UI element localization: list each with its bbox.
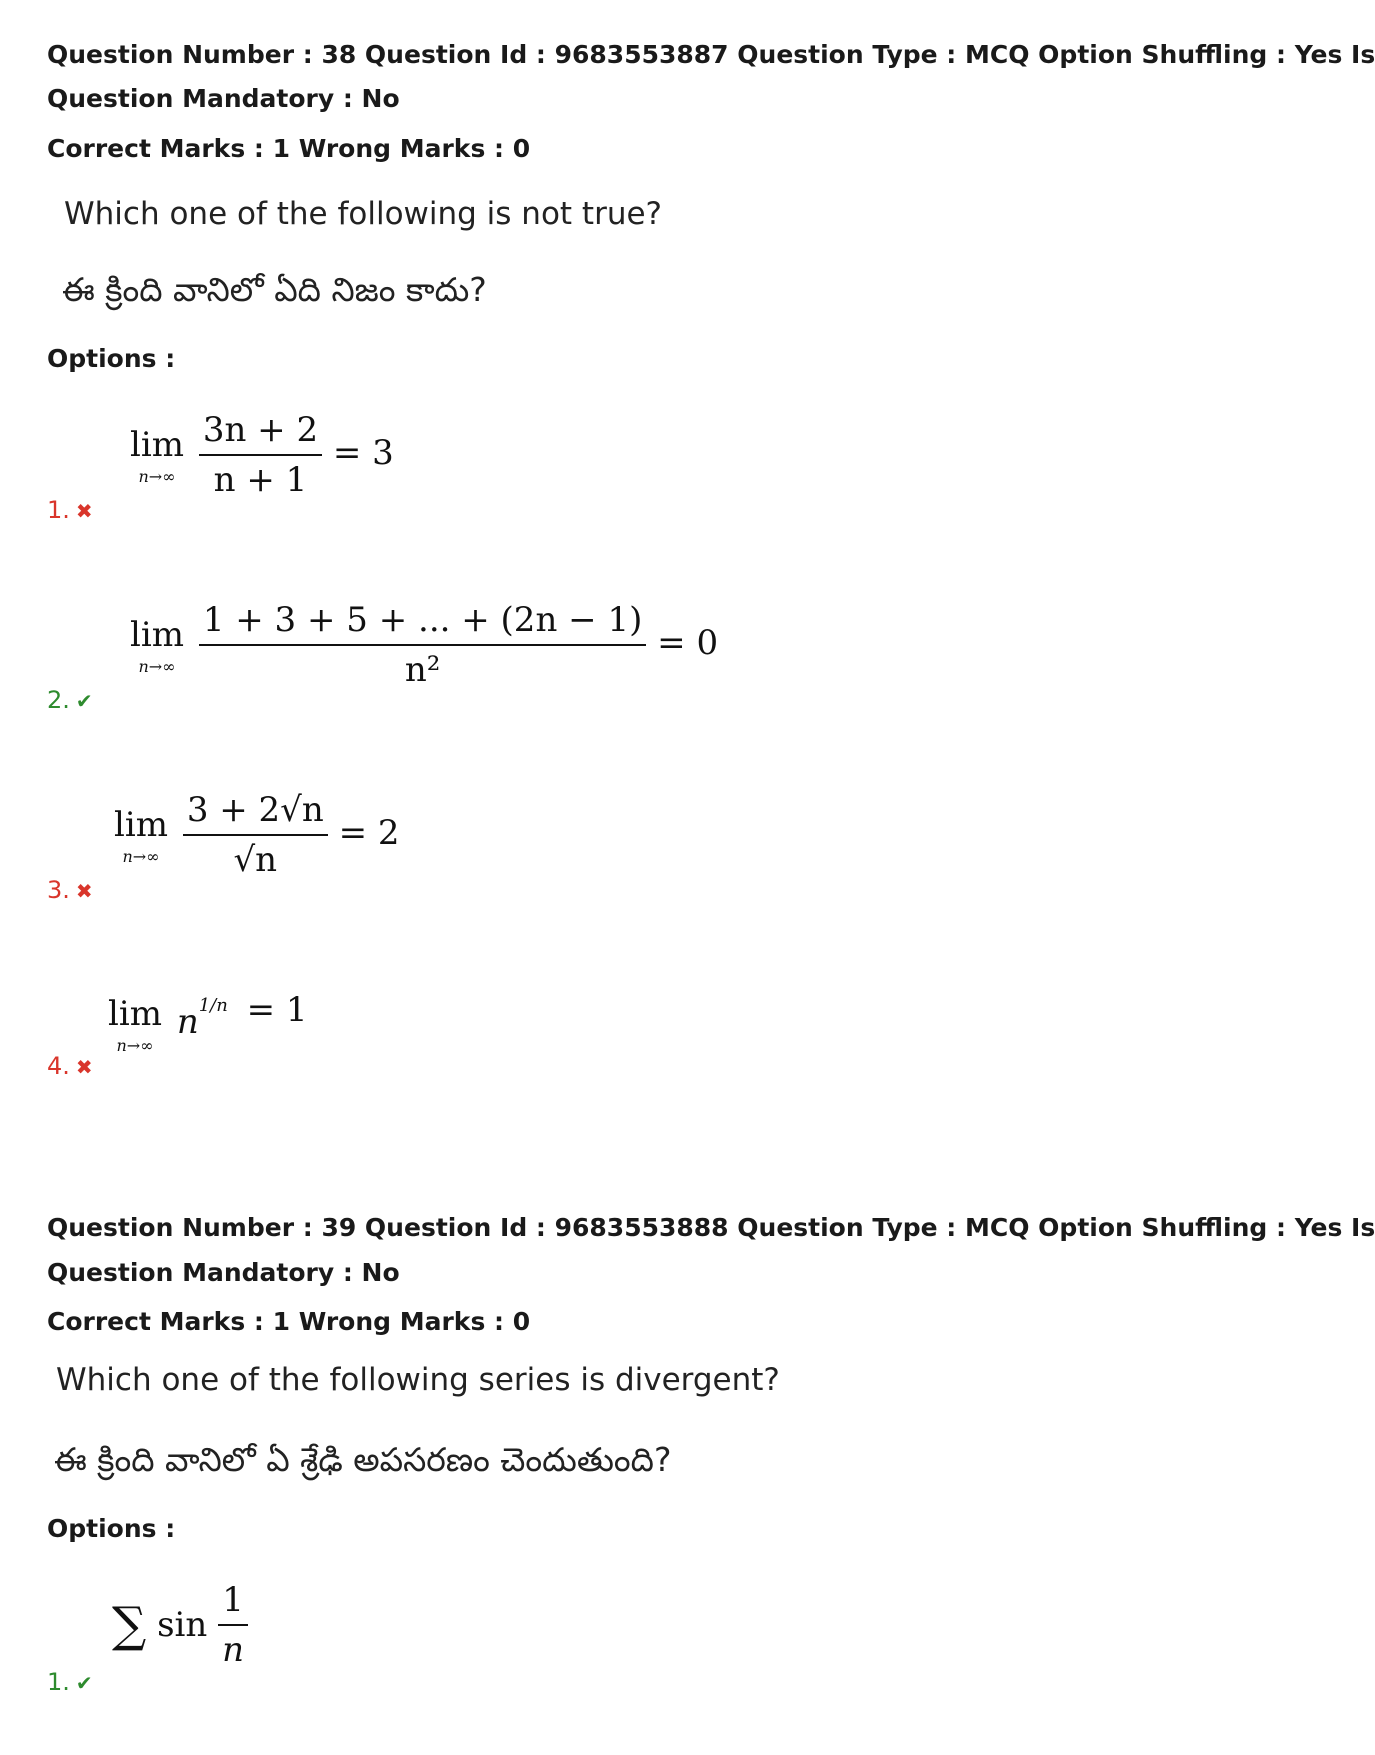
fraction: $\frac{1 + 3 + 5 + ... + (2n - 1)}{\text{n²}}$ <box>199 600 647 690</box>
exponent: 1/n <box>198 995 228 1016</box>
q38-option-4[interactable] <box>47 1052 93 1080</box>
limit-operator: lim n→∞ <box>130 614 184 676</box>
wrong-icon: ✖ <box>75 879 93 903</box>
check-icon: ✔ <box>75 689 93 713</box>
rhs: = 1 <box>246 990 308 1030</box>
wrong-icon: ✖ <box>75 499 93 523</box>
q39-marks: Correct Marks : 1 Wrong Marks : 0 <box>47 1307 531 1336</box>
q38-option-1[interactable] <box>47 496 93 524</box>
q38-marks: Correct Marks : 1 Wrong Marks : 0 <box>47 134 531 163</box>
option-number: 1. <box>47 496 70 524</box>
q38-meta-line2: Question Mandatory : No <box>47 84 400 113</box>
q38-option-2-formula <box>130 600 718 690</box>
rhs: = 2 <box>338 813 400 853</box>
q39-question-telugu: ఈ క్రింది వానిలో ఏ శ్రేఢి అపసరణం చెందుతుంది? <box>54 1440 672 1479</box>
option-number: 3. <box>47 876 70 904</box>
fraction: $\frac{3 + 2√n}{√n}$ <box>183 790 328 880</box>
q38-question-telugu: ఈ క్రింది వానిలో ఏది నిజం కాదు? <box>62 270 487 309</box>
wrong-icon: ✖ <box>75 1055 93 1079</box>
q39-option-1[interactable] <box>47 1668 93 1696</box>
q39-question-english: Which one of the following series is divergent? <box>56 1362 780 1398</box>
option-number: 2. <box>47 686 70 714</box>
q38-option-3-formula <box>114 790 400 880</box>
q38-options-label: Options : <box>47 344 176 373</box>
limit-operator: lim n→∞ <box>108 993 162 1055</box>
base: n <box>176 1002 199 1042</box>
q38-option-2[interactable] <box>47 686 93 714</box>
q39-meta-line2: Question Mandatory : No <box>47 1258 400 1287</box>
sum-symbol: ∑ <box>112 1597 147 1653</box>
sin-function: sin <box>157 1605 208 1645</box>
check-icon: ✔ <box>75 1671 93 1695</box>
fraction: $\frac{3n + 2}{n + 1}$ <box>199 410 322 500</box>
limit-operator: lim n→∞ <box>114 804 168 866</box>
q38-option-3[interactable] <box>47 876 93 904</box>
option-number: 4. <box>47 1052 70 1080</box>
q38-option-1-formula <box>130 410 394 500</box>
rhs: = 0 <box>657 623 719 663</box>
q39-meta-line1: Question Number : 39 Question Id : 9683553888 Question Type : MCQ Option Shuffling : Yes Is <box>47 1213 1375 1242</box>
q39-options-label: Options : <box>47 1514 176 1543</box>
option-number: 1. <box>47 1668 70 1696</box>
rhs: = 3 <box>332 433 394 473</box>
q38-option-4-formula <box>108 990 308 1055</box>
limit-operator: lim n→∞ <box>130 424 184 486</box>
q39-option-1-formula <box>112 1580 248 1670</box>
q38-question-english: Which one of the following is not true? <box>64 196 662 232</box>
fraction: $\frac{1}{n}$ <box>218 1580 248 1670</box>
q38-meta-line1: Question Number : 38 Question Id : 9683553887 Question Type : MCQ Option Shuffling : Yes Is <box>47 40 1375 69</box>
